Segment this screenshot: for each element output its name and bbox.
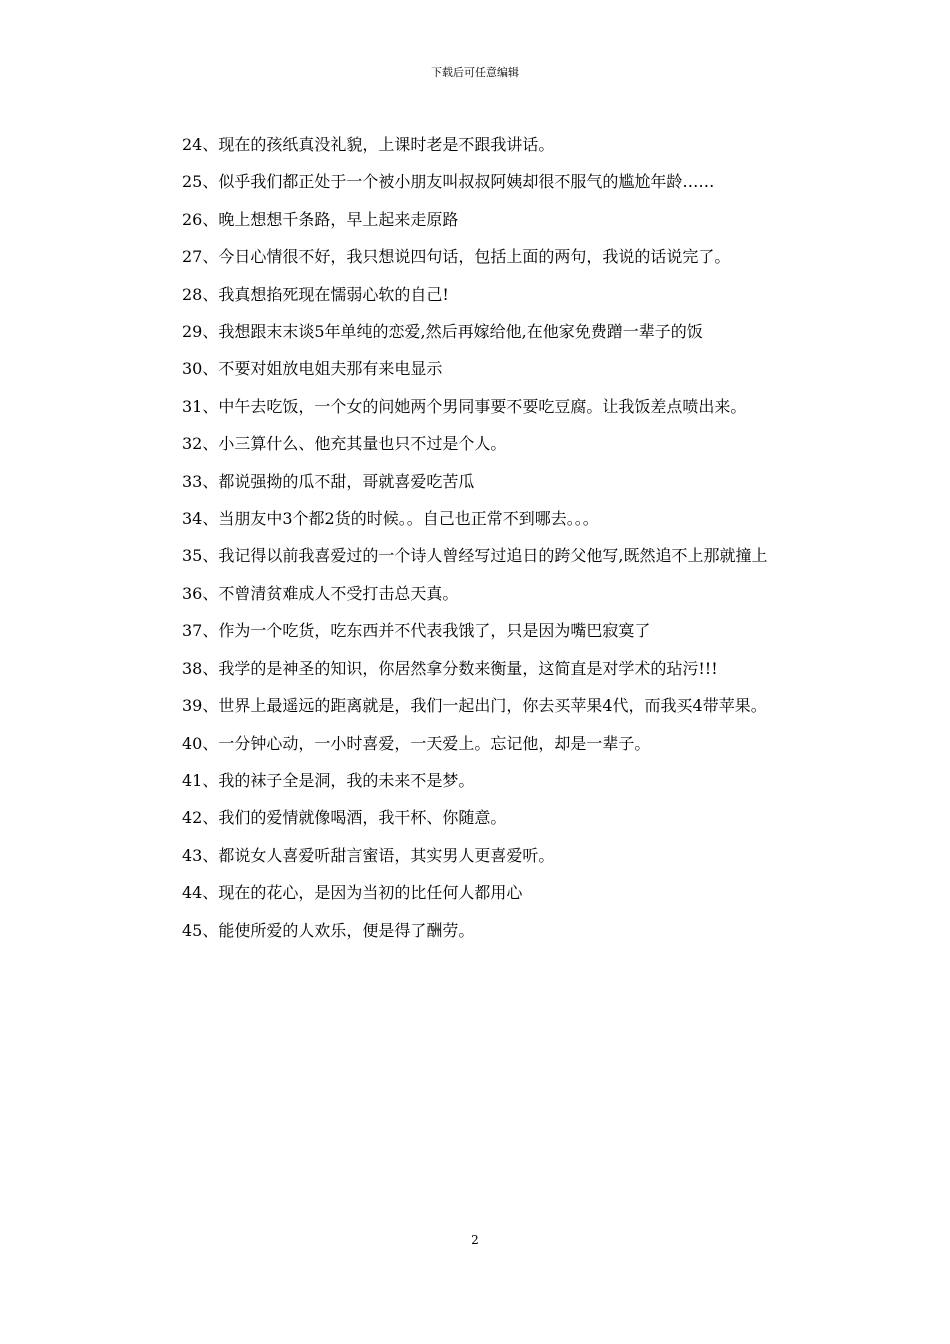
paragraph-41: 41、我的袜子全是洞，我的未来不是梦。 [182,770,475,790]
paragraph-26: 26、晚上想想千条路，早上起来走原路 [182,209,459,229]
paragraph-43: 43、都说女人喜爱听甜言蜜语，其实男人更喜爱听。 [182,845,555,865]
page-number: 2 [471,1233,479,1247]
paragraph-24: 24、现在的孩纸真没礼貌，上课时老是不跟我讲话。 [182,135,555,154]
paragraph-29: 29、我想跟末末谈5年单纯的恋爱,然后再嫁给他,在他家免费蹭一辈子的饭 [182,322,703,342]
paragraph-32: 32、小三算什么、他充其量也只不过是个人。 [182,434,507,454]
paragraph-31: 31、中午去吃饭，一个女的问她两个男同事要不要吃豆腐。让我饭差点喷出来。 [182,396,747,416]
paragraph-42: 42、我们的爱情就像喝酒，我干杯、你随意。 [182,808,507,828]
paragraph-45: 45、能使所爱的人欢乐，便是得了酬劳。 [182,920,475,940]
paragraph-37: 37、作为一个吃货，吃东西并不代表我饿了，只是因为嘴巴寂寞了 [182,621,651,641]
document-body [145,126,810,949]
paragraph-30: 30、不要对姐放电姐夫那有来电显示 [182,359,443,379]
paragraph-34: 34、当朋友中3个都2货的时候。。自己也正常不到哪去。。。 [182,509,599,529]
page-header: 下载后可任意编辑 [431,66,519,79]
paragraph-39: 39、世界上最遥远的距离就是，我们一起出门，你去买苹果4代，而我买4带苹果。 [182,696,767,716]
paragraph-38: 38、我学的是神圣的知识，你居然拿分数来衡量，这简直是对学术的玷污!!! [182,658,718,678]
paragraph-44: 44、现在的花心，是因为当初的比任何人都用心 [182,883,523,903]
paragraph-36: 36、不曾清贫难成人不受打击总天真。 [182,583,459,603]
paragraph-28: 28、我真想掐死现在懦弱心软的自己! [182,284,449,304]
paragraph-33: 33、都说强拗的瓜不甜，哥就喜爱吃苦瓜 [182,471,475,491]
paragraph-25: 25、似乎我们都正处于一个被小朋友叫叔叔阿姨却很不服气的尴尬年龄…… [182,172,715,192]
paragraph-35: 35、我记得以前我喜爱过的一个诗人曾经写过追日的跨父他写,既然追不上那就撞上 [182,546,768,566]
paragraph-40: 40、一分钟心动，一小时喜爱，一天爱上。忘记他，却是一辈子。 [182,733,651,753]
paragraph-27: 27、今日心情很不好，我只想说四句话，包括上面的两句，我说的话说完了。 [182,247,731,267]
